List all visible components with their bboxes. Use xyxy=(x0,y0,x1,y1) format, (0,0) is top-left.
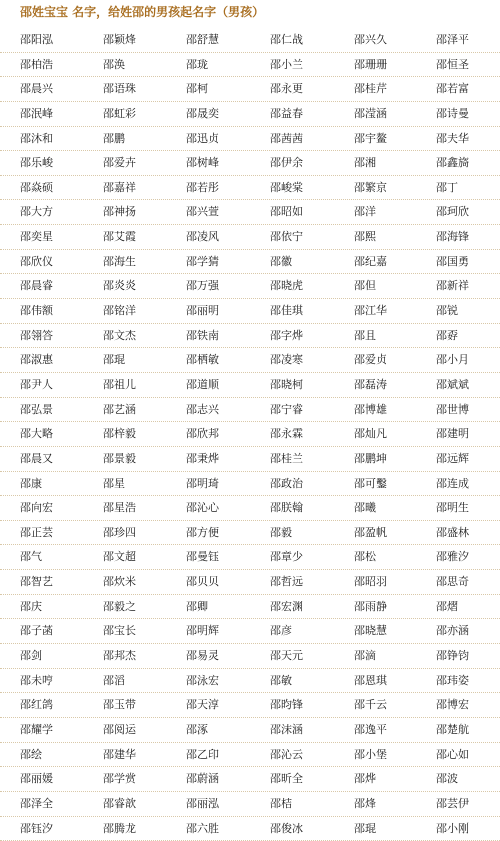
name-cell: 邵淑惠 xyxy=(0,348,86,372)
name-cell: 邵楚航 xyxy=(430,718,500,742)
name-row xyxy=(0,644,500,669)
name-cell: 邵恩琪 xyxy=(344,669,430,693)
name-cell: 邵爱贞 xyxy=(344,348,430,372)
name-cell: 邵子菡 xyxy=(0,619,86,643)
name-cell: 邵铭洋 xyxy=(86,299,172,323)
name-cell: 邵柯 xyxy=(172,77,258,101)
name-row xyxy=(0,250,500,275)
name-row xyxy=(0,472,500,497)
name-cell: 邵伟额 xyxy=(0,299,86,323)
name-cell: 邵艾霞 xyxy=(86,225,172,249)
name-cell: 邵小堡 xyxy=(344,743,430,767)
name-cell: 邵阅运 xyxy=(86,718,172,742)
name-row xyxy=(0,398,500,423)
name-cell: 邵烨 xyxy=(344,767,430,791)
name-cell: 邵涿 xyxy=(172,718,258,742)
name-cell: 邵昀锋 xyxy=(258,693,344,717)
name-cell: 邵铁南 xyxy=(172,324,258,348)
name-row xyxy=(0,299,500,324)
name-cell: 邵盈帆 xyxy=(344,521,430,545)
name-cell: 邵星浩 xyxy=(86,496,172,520)
name-cell: 邵珂欣 xyxy=(430,200,500,224)
name-cell: 邵智艺 xyxy=(0,570,86,594)
name-row xyxy=(0,718,500,743)
name-cell: 邵艺涵 xyxy=(86,398,172,422)
name-cell: 邵学赏 xyxy=(86,767,172,791)
name-cell: 邵剑 xyxy=(0,644,86,668)
name-cell: 邵丁 xyxy=(430,176,500,200)
name-cell: 邵小刚 xyxy=(430,817,500,841)
name-cell: 邵晨睿 xyxy=(0,274,86,298)
name-cell: 邵洋 xyxy=(344,200,430,224)
name-cell: 邵建明 xyxy=(430,422,500,446)
name-cell: 邵灿凡 xyxy=(344,422,430,446)
name-cell: 邵湘 xyxy=(344,151,430,175)
name-cell: 邵腾龙 xyxy=(86,817,172,841)
name-cell: 邵海锋 xyxy=(430,225,500,249)
name-cell: 邵峻棠 xyxy=(258,176,344,200)
name-cell: 邵乙印 xyxy=(172,743,258,767)
name-row xyxy=(0,496,500,521)
name-cell: 邵星 xyxy=(86,472,172,496)
name-cell: 邵耀学 xyxy=(0,718,86,742)
name-cell: 邵沐和 xyxy=(0,127,86,151)
name-cell: 邵珑 xyxy=(172,53,258,77)
name-cell: 邵依宁 xyxy=(258,225,344,249)
name-cell: 邵繁京 xyxy=(344,176,430,200)
name-cell: 邵滴 xyxy=(344,644,430,668)
name-cell: 邵字烨 xyxy=(258,324,344,348)
name-cell: 邵爱卉 xyxy=(86,151,172,175)
name-row xyxy=(0,521,500,546)
name-row xyxy=(0,324,500,349)
name-cell: 邵敏 xyxy=(258,669,344,693)
name-row xyxy=(0,274,500,299)
name-cell: 邵明琦 xyxy=(172,472,258,496)
name-cell: 邵宝长 xyxy=(86,619,172,643)
name-cell: 邵梓毅 xyxy=(86,422,172,446)
name-cell: 邵彦 xyxy=(258,619,344,643)
name-cell: 邵泯峰 xyxy=(0,102,86,126)
name-cell: 邵博雄 xyxy=(344,398,430,422)
name-cell: 邵奕星 xyxy=(0,225,86,249)
name-cell: 邵若富 xyxy=(430,77,500,101)
name-cell: 邵弘景 xyxy=(0,398,86,422)
name-row xyxy=(0,545,500,570)
name-cell: 邵俊冰 xyxy=(258,817,344,841)
name-cell: 邵涣 xyxy=(86,53,172,77)
name-cell: 邵卿 xyxy=(172,595,258,619)
name-cell: 邵天淳 xyxy=(172,693,258,717)
name-cell: 邵芸伊 xyxy=(430,792,500,816)
name-row xyxy=(0,373,500,398)
name-cell: 邵章少 xyxy=(258,545,344,569)
name-row xyxy=(0,570,500,595)
name-cell: 邵鹏 xyxy=(86,127,172,151)
name-cell: 邵丽明 xyxy=(172,299,258,323)
name-cell: 邵诗曼 xyxy=(430,102,500,126)
name-row xyxy=(0,28,500,53)
name-cell: 邵祖儿 xyxy=(86,373,172,397)
name-cell: 邵建华 xyxy=(86,743,172,767)
name-cell: 邵睿歆 xyxy=(86,792,172,816)
name-cell: 邵晓虎 xyxy=(258,274,344,298)
name-cell: 邵亦涵 xyxy=(430,619,500,643)
name-row xyxy=(0,817,500,841)
name-cell: 邵未哼 xyxy=(0,669,86,693)
name-cell: 邵栖敏 xyxy=(172,348,258,372)
name-cell: 邵逸平 xyxy=(344,718,430,742)
name-cell: 邵文杰 xyxy=(86,324,172,348)
name-cell: 邵珍四 xyxy=(86,521,172,545)
name-cell: 邵沁云 xyxy=(258,743,344,767)
name-cell: 邵盛林 xyxy=(430,521,500,545)
name-cell: 邵大略 xyxy=(0,422,86,446)
name-cell: 邵语珠 xyxy=(86,77,172,101)
name-cell: 邵凌风 xyxy=(172,225,258,249)
name-cell: 邵昭羽 xyxy=(344,570,430,594)
name-cell: 邵沫涵 xyxy=(258,718,344,742)
name-cell: 邵炊米 xyxy=(86,570,172,594)
name-cell: 邵永霖 xyxy=(258,422,344,446)
name-cell: 邵朕翰 xyxy=(258,496,344,520)
name-row xyxy=(0,792,500,817)
name-cell: 邵远辉 xyxy=(430,447,500,471)
name-cell: 邵珊珊 xyxy=(344,53,430,77)
name-cell: 邵滢涵 xyxy=(344,102,430,126)
name-cell: 邵明辉 xyxy=(172,619,258,643)
name-cell: 邵蔚涵 xyxy=(172,767,258,791)
name-cell: 邵虹彩 xyxy=(86,102,172,126)
name-cell: 邵翎答 xyxy=(0,324,86,348)
name-row xyxy=(0,102,500,127)
name-cell: 邵宇鳌 xyxy=(344,127,430,151)
name-cell: 邵明生 xyxy=(430,496,500,520)
name-cell: 邵但 xyxy=(344,274,430,298)
name-row xyxy=(0,447,500,472)
name-cell: 邵颖烽 xyxy=(86,28,172,52)
name-cell: 邵兴久 xyxy=(344,28,430,52)
name-cell: 邵舒慧 xyxy=(172,28,258,52)
name-cell: 邵丽媛 xyxy=(0,767,86,791)
name-cell: 邵尹人 xyxy=(0,373,86,397)
name-cell: 邵鑫旖 xyxy=(430,151,500,175)
name-cell: 邵晨兴 xyxy=(0,77,86,101)
name-row xyxy=(0,693,500,718)
name-cell: 邵贝贝 xyxy=(172,570,258,594)
name-row xyxy=(0,127,500,152)
name-cell: 邵烽 xyxy=(344,792,430,816)
name-cell: 邵政治 xyxy=(258,472,344,496)
name-cell: 邵小月 xyxy=(430,348,500,372)
name-row xyxy=(0,348,500,373)
name-cell: 邵佳琪 xyxy=(258,299,344,323)
name-cell: 邵孬 xyxy=(430,324,500,348)
name-cell: 邵欣仪 xyxy=(0,250,86,274)
name-cell: 邵泽平 xyxy=(430,28,500,52)
name-cell: 邵玮姿 xyxy=(430,669,500,693)
name-cell: 邵若彤 xyxy=(172,176,258,200)
name-cell: 邵曦 xyxy=(344,496,430,520)
name-cell: 邵国勇 xyxy=(430,250,500,274)
name-cell: 邵康 xyxy=(0,472,86,496)
name-cell: 邵泳宏 xyxy=(172,669,258,693)
name-cell: 邵熙 xyxy=(344,225,430,249)
name-cell: 邵晓柯 xyxy=(258,373,344,397)
name-row xyxy=(0,200,500,225)
name-cell: 邵文超 xyxy=(86,545,172,569)
name-cell: 邵益春 xyxy=(258,102,344,126)
name-cell: 邵神扬 xyxy=(86,200,172,224)
name-cell: 邵炎炎 xyxy=(86,274,172,298)
name-row xyxy=(0,595,500,620)
name-cell: 邵博宏 xyxy=(430,693,500,717)
name-cell: 邵天元 xyxy=(258,644,344,668)
name-cell: 邵宏渊 xyxy=(258,595,344,619)
name-row xyxy=(0,767,500,792)
name-cell: 邵兴萱 xyxy=(172,200,258,224)
name-row xyxy=(0,669,500,694)
name-cell: 邵海生 xyxy=(86,250,172,274)
name-cell: 邵昕全 xyxy=(258,767,344,791)
name-cell: 邵丽泓 xyxy=(172,792,258,816)
name-cell: 邵志兴 xyxy=(172,398,258,422)
name-cell: 邵晓慧 xyxy=(344,619,430,643)
name-cell: 邵邦杰 xyxy=(86,644,172,668)
name-cell: 邵凌寒 xyxy=(258,348,344,372)
name-cell: 邵向宏 xyxy=(0,496,86,520)
name-row xyxy=(0,151,500,176)
name-cell: 邵哲远 xyxy=(258,570,344,594)
name-cell: 邵阳泓 xyxy=(0,28,86,52)
name-cell: 邵斌斌 xyxy=(430,373,500,397)
name-cell: 邵恒圣 xyxy=(430,53,500,77)
name-row xyxy=(0,77,500,102)
name-cell: 邵庆 xyxy=(0,595,86,619)
name-cell: 邵熠 xyxy=(430,595,500,619)
name-cell: 邵六胜 xyxy=(172,817,258,841)
name-cell: 邵正芸 xyxy=(0,521,86,545)
name-cell: 邵迅贞 xyxy=(172,127,258,151)
name-cell: 邵桂兰 xyxy=(258,447,344,471)
name-cell: 邵毅 xyxy=(258,521,344,545)
name-cell: 邵昭如 xyxy=(258,200,344,224)
name-cell: 邵焱硕 xyxy=(0,176,86,200)
name-cell: 邵欣邦 xyxy=(172,422,258,446)
page-title: 邵姓宝宝 名字，给姓邵的男孩起名字（男孩） xyxy=(0,0,500,28)
name-row xyxy=(0,176,500,201)
name-cell: 邵世博 xyxy=(430,398,500,422)
name-cell: 邵波 xyxy=(430,767,500,791)
name-cell: 邵泽全 xyxy=(0,792,86,816)
name-cell: 邵且 xyxy=(344,324,430,348)
name-cell: 邵铮钧 xyxy=(430,644,500,668)
name-row xyxy=(0,53,500,78)
name-row xyxy=(0,619,500,644)
name-cell: 邵气 xyxy=(0,545,86,569)
name-cell: 邵思奇 xyxy=(430,570,500,594)
name-cell: 邵绘 xyxy=(0,743,86,767)
name-cell: 邵方便 xyxy=(172,521,258,545)
name-cell: 邵学猜 xyxy=(172,250,258,274)
name-row xyxy=(0,225,500,250)
name-grid xyxy=(0,28,500,841)
name-cell: 邵雅汐 xyxy=(430,545,500,569)
name-cell: 邵徽 xyxy=(258,250,344,274)
name-cell: 邵红鸽 xyxy=(0,693,86,717)
name-cell: 邵钰汐 xyxy=(0,817,86,841)
name-cell: 邵景毅 xyxy=(86,447,172,471)
name-cell: 邵茜茜 xyxy=(258,127,344,151)
name-cell: 邵连成 xyxy=(430,472,500,496)
name-cell: 邵曼钰 xyxy=(172,545,258,569)
name-cell: 邵江华 xyxy=(344,299,430,323)
name-cell: 邵夫华 xyxy=(430,127,500,151)
name-cell: 邵秉烨 xyxy=(172,447,258,471)
name-cell: 邵沁心 xyxy=(172,496,258,520)
name-cell: 邵宁睿 xyxy=(258,398,344,422)
name-cell: 邵毅之 xyxy=(86,595,172,619)
name-cell: 邵易灵 xyxy=(172,644,258,668)
name-cell: 邵万强 xyxy=(172,274,258,298)
name-cell: 邵道顺 xyxy=(172,373,258,397)
name-cell: 邵纪嘉 xyxy=(344,250,430,274)
name-cell: 邵鹏坤 xyxy=(344,447,430,471)
name-cell: 邵柏浩 xyxy=(0,53,86,77)
name-cell: 邵桂芹 xyxy=(344,77,430,101)
name-cell: 邵新祥 xyxy=(430,274,500,298)
name-cell: 邵磊涛 xyxy=(344,373,430,397)
name-cell: 邵仁战 xyxy=(258,28,344,52)
name-cell: 邵晟奕 xyxy=(172,102,258,126)
name-row xyxy=(0,743,500,768)
name-cell: 邵琨 xyxy=(86,348,172,372)
name-cell: 邵晨又 xyxy=(0,447,86,471)
name-row xyxy=(0,422,500,447)
name-cell: 邵永更 xyxy=(258,77,344,101)
name-cell: 邵锐 xyxy=(430,299,500,323)
name-cell: 邵雨静 xyxy=(344,595,430,619)
name-cell: 邵嘉祥 xyxy=(86,176,172,200)
name-cell: 邵玉带 xyxy=(86,693,172,717)
name-cell: 邵小兰 xyxy=(258,53,344,77)
name-cell: 邵松 xyxy=(344,545,430,569)
name-cell: 邵心如 xyxy=(430,743,500,767)
name-cell: 邵可鑿 xyxy=(344,472,430,496)
name-cell: 邵滔 xyxy=(86,669,172,693)
name-cell: 邵千云 xyxy=(344,693,430,717)
name-cell: 邵伊余 xyxy=(258,151,344,175)
name-cell: 邵树峰 xyxy=(172,151,258,175)
name-cell: 邵桔 xyxy=(258,792,344,816)
name-cell: 邵大方 xyxy=(0,200,86,224)
name-cell: 邵乐峻 xyxy=(0,151,86,175)
name-cell: 邵琨 xyxy=(344,817,430,841)
